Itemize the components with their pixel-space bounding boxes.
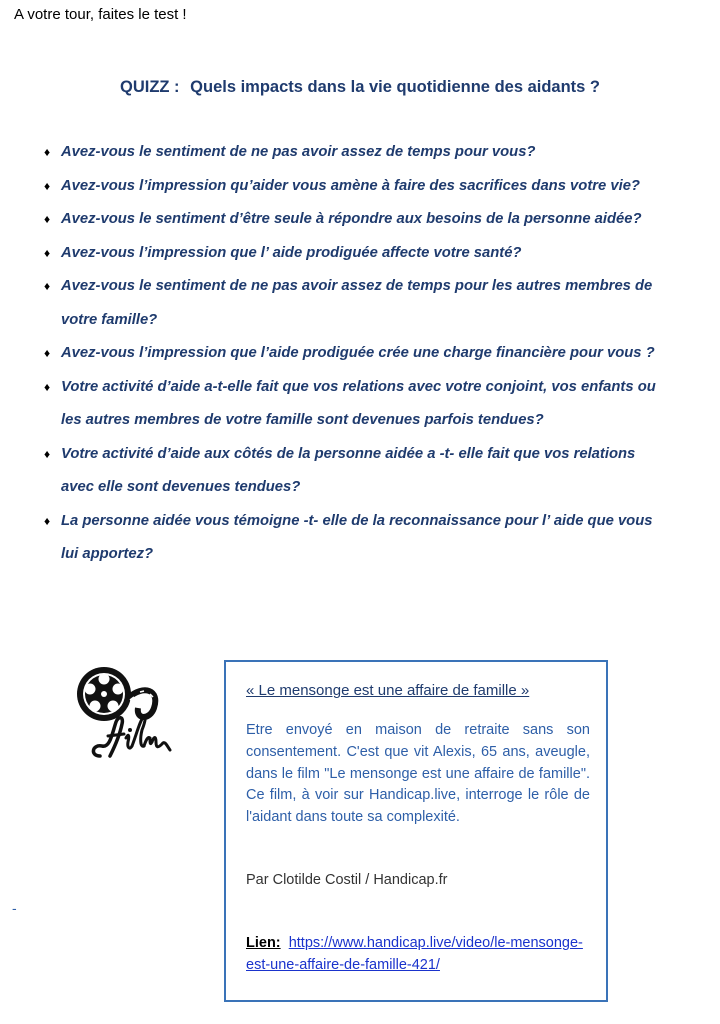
quiz-question-text: Votre activité d’aide a-t-elle fait que vos relations avec votre conjoint, vos enfants ou bbox=[61, 378, 656, 395]
quiz-question bbox=[44, 170, 704, 204]
film-reel-icon bbox=[70, 664, 174, 762]
diamond-bullet-icon: ♦ bbox=[44, 245, 51, 260]
film-link-url[interactable]: https://www.handicap.live/video/le-mensonge-est-une-affaire-de-famille-421/ bbox=[246, 935, 583, 973]
film-link bbox=[246, 932, 590, 976]
diamond-bullet-icon: ♦ bbox=[44, 178, 51, 193]
diamond-bullet-icon: ♦ bbox=[44, 212, 51, 226]
quiz-question-text: La personne aidée vous témoigne -t- elle de la reconnaissance pour l’ aide que vous bbox=[61, 512, 653, 529]
quiz-question-text: Votre activité d’aide aux côtés de la personne aidée a -t- elle fait que vos relations bbox=[61, 445, 636, 462]
quiz-question bbox=[44, 270, 704, 337]
quiz-question bbox=[44, 371, 704, 438]
film-title: « Le mensonge est une affaire de famille » bbox=[246, 682, 530, 699]
quiz-question bbox=[44, 237, 704, 271]
diamond-bullet-icon: ♦ bbox=[44, 513, 51, 528]
diamond-bullet-icon: ♦ bbox=[44, 379, 51, 394]
film-description: Etre envoyé en maison de retraite sans son consentement. C'est que vit Alexis, 65 ans, aveugle, dans le film "Le mensonge est une affaire de famille". Ce film, à voir sur Handicap.live, interroge le rôle de l'aidant dans toute sa complexité. bbox=[246, 722, 590, 826]
quiz-question-text-continued: avec elle sont devenues tendues? bbox=[61, 479, 301, 495]
quiz-question-text-continued: votre famille? bbox=[61, 311, 158, 328]
film-link-label: Lien: bbox=[246, 935, 281, 951]
quiz-question bbox=[44, 203, 704, 237]
quiz-question-text: Avez-vous l’impression que l’aide prodiguée crée une charge financière pour vous ? bbox=[61, 345, 655, 361]
quiz-question bbox=[44, 505, 704, 572]
quiz-question-text-continued: les autres membres de votre famille sont devenues parfois tendues? bbox=[61, 412, 544, 428]
quiz-question-text: Avez-vous le sentiment de ne pas avoir assez de temps pour vous? bbox=[61, 144, 536, 160]
quiz-question-text: Avez-vous l’impression qu’aider vous amène à faire des sacrifices dans votre vie? bbox=[61, 177, 640, 194]
quiz-question-text: Avez-vous l’impression que l’ aide prodiguée affecte votre santé? bbox=[61, 244, 522, 261]
quiz-title bbox=[0, 78, 720, 97]
quiz-question bbox=[44, 337, 704, 371]
diamond-bullet-icon: ♦ bbox=[44, 446, 51, 461]
quiz-question-text-continued: lui apportez? bbox=[61, 546, 154, 562]
diamond-bullet-icon: ♦ bbox=[44, 346, 51, 360]
intro-text: A votre tour, faites le test ! bbox=[14, 6, 187, 23]
quiz-question-text: Avez-vous le sentiment de ne pas avoir assez de temps pour les autres membres de bbox=[61, 278, 653, 294]
stray-mark: - bbox=[12, 900, 17, 916]
film-author: Par Clotilde Costil / Handicap.fr bbox=[246, 872, 448, 888]
diamond-bullet-icon: ♦ bbox=[44, 279, 51, 293]
quiz-question-text: Avez-vous le sentiment d’être seule à répondre aux besoins de la personne aidée? bbox=[61, 211, 642, 227]
diamond-bullet-icon: ♦ bbox=[44, 145, 51, 159]
quiz-question-list bbox=[44, 136, 704, 572]
quiz-question bbox=[44, 438, 704, 505]
quiz-question bbox=[44, 136, 704, 170]
quiz-title-prefix: QUIZZ : bbox=[119, 78, 180, 96]
film-info-box bbox=[224, 660, 608, 1002]
film-logo bbox=[70, 664, 174, 762]
quiz-title-text: Quels impacts dans la vie quotidienne des aidants ? bbox=[190, 78, 601, 96]
